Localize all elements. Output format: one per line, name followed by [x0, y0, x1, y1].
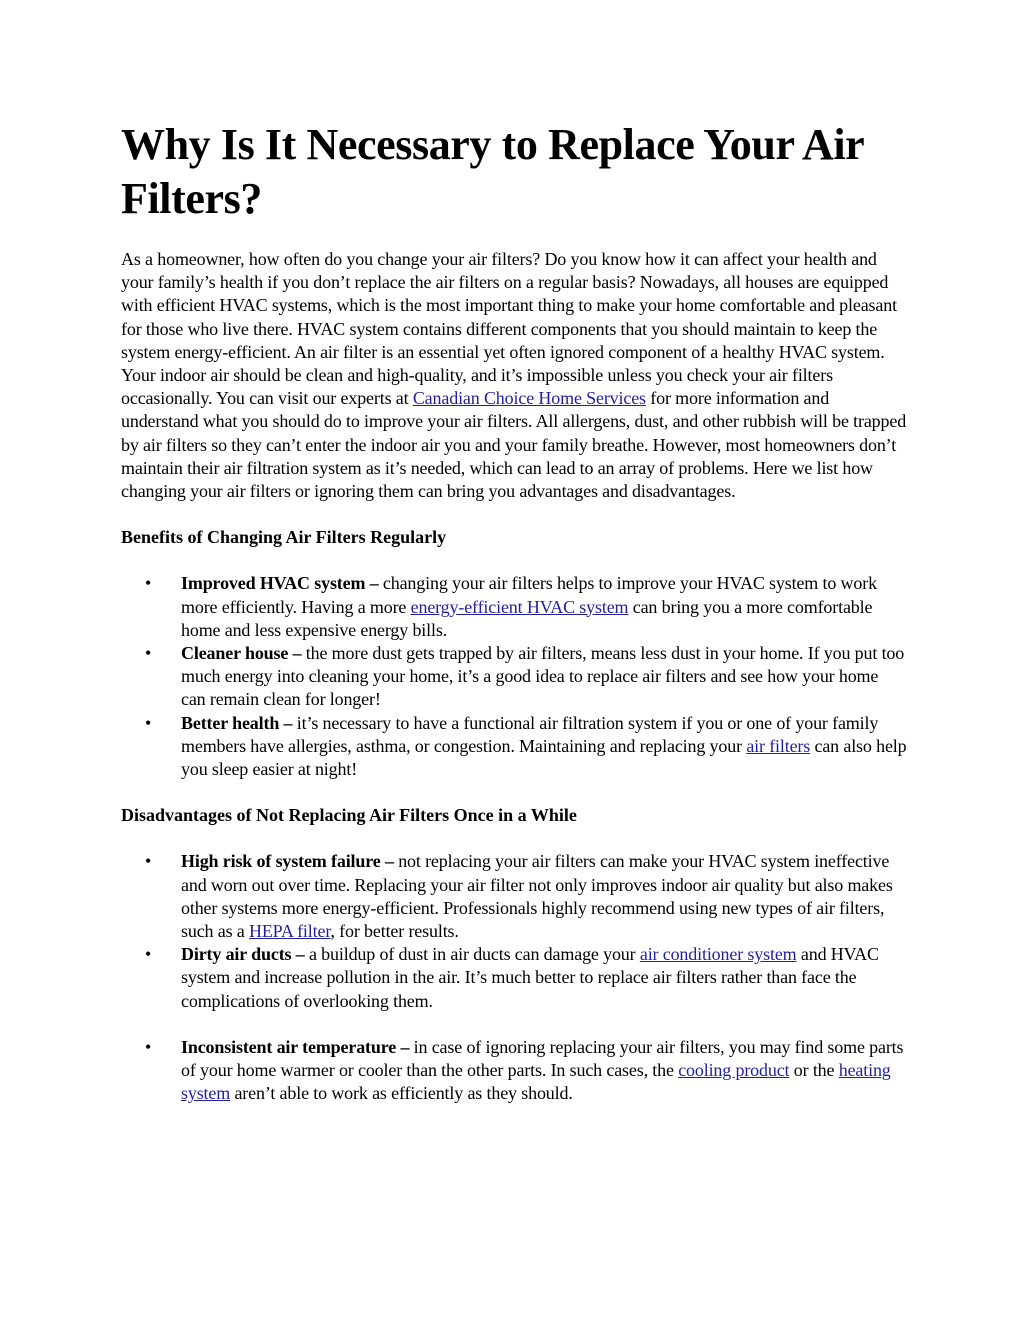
item-title: Inconsistent air temperature: [181, 1037, 397, 1058]
intro-text-start: As a homeowner, how often do you change your air filters? Do you know how it can affect your health and your family’s health if you don’t replace the air filters on a regular basis? Nowadays, all houses are equipped with efficient HVAC systems, which is the most important thing to make your home comfortable and pleasant for those who live there. HVAC system contains different components that you should maintain to keep the system energy-efficient. An air filter is an essential yet often ignored component of a healthy HVAC system. Your indoor air should be clean and high-quality, and it’s impossible unless you check your air filters occasionally. You can visit our experts at: [121, 249, 897, 409]
list-item: [121, 642, 907, 712]
item-dash: –: [288, 643, 306, 664]
disadvantages-heading: Disadvantages of Not Replacing Air Filters Once in a While: [121, 805, 577, 826]
item-text: it’s necessary to have a functional air filtration system if you or one of your family members have allergies, asthma, or congestion. Maintaining and replacing your: [181, 712, 879, 756]
item-text-end: aren’t able to work as efficiently as they should.: [230, 1083, 573, 1104]
list-item: [121, 1036, 907, 1106]
item-text: in case of ignoring replacing your air filters, you may find some parts of your home warmer or cooler than the other parts. In such cases, the: [181, 1037, 904, 1081]
list-item: [121, 572, 907, 642]
canadian-choice-link[interactable]: Canadian Choice Home Services: [412, 388, 646, 409]
item-text: the more dust gets trapped by air filters, means less dust in your home. If you put too much energy into cleaning your home, it’s a good idea to replace air filters and see how your home can remain clean for longer!: [181, 643, 905, 710]
cooling-product-link[interactable]: cooling product: [678, 1060, 790, 1081]
intro-paragraph: [121, 248, 907, 503]
document-page: [121, 118, 907, 1106]
item-title: Cleaner house: [181, 643, 289, 664]
item-text-middle: or the: [789, 1060, 839, 1081]
item-dash: –: [365, 573, 383, 594]
item-text-end: and HVAC system and increase pollution in the air. It’s much better to replace air filters rather than face the complications of overlooking them.: [181, 944, 879, 1011]
item-text-end: , for better results.: [330, 921, 459, 942]
heating-system-link[interactable]: heating system: [181, 1060, 891, 1104]
item-text-end: can also help you sleep easier at night!: [181, 735, 907, 780]
energy-efficient-hvac-link[interactable]: energy-efficient HVAC system: [410, 596, 629, 617]
bullet-icon: •: [145, 573, 152, 594]
hepa-filter-link[interactable]: HEPA filter: [248, 921, 331, 942]
bullet-icon: •: [145, 944, 152, 965]
air-filters-link[interactable]: air filters: [746, 735, 811, 756]
item-title: Better health: [181, 712, 280, 733]
benefits-list: [121, 572, 907, 781]
item-text-end: can bring you a more comfortable home and less expensive energy bills.: [181, 596, 873, 640]
disadvantages-list: [121, 850, 907, 1105]
item-text: not replacing your air filters can make your HVAC system ineffective and worn out over time. Replacing your air filter not only improves indoor air quality but also makes other systems more energy-efficient. Professionals highly recommend using new types of air filters, such as a: [181, 851, 893, 942]
item-title: Improved HVAC system: [181, 573, 366, 594]
item-dash: –: [279, 712, 297, 733]
list-item: [121, 943, 907, 1013]
bullet-icon: •: [145, 851, 152, 872]
air-conditioner-system-link[interactable]: air conditioner system: [639, 944, 797, 965]
item-text: changing your air filters helps to improve your HVAC system to work more efficiently. Having a more: [181, 573, 877, 617]
benefits-heading: Benefits of Changing Air Filters Regularly: [121, 527, 447, 548]
intro-text-end: for more information and understand what you should do to improve your air filters. All allergens, dust, and other rubbish will be trapped by air filters so they can’t enter the indoor air you and your family breathe. However, most homeowners don’t maintain their air filtration system as it’s needed, which can lead to an array of problems. Here we list how changing your air filters or ignoring them can bring you advantages and disadvantages.: [121, 388, 907, 502]
bullet-icon: •: [145, 1037, 152, 1058]
item-title: High risk of system failure: [181, 851, 381, 872]
bullet-icon: •: [145, 643, 152, 664]
item-dash: –: [291, 944, 309, 965]
bullet-icon: •: [145, 712, 152, 733]
item-text: a buildup of dust in air ducts can damage your: [308, 944, 640, 965]
list-item: [121, 712, 907, 782]
item-dash: –: [396, 1037, 414, 1058]
item-title: Dirty air ducts: [181, 944, 292, 965]
page-title: Why Is It Necessary to Replace Your Air Filters?: [121, 120, 864, 223]
list-item: [121, 850, 907, 943]
item-dash: –: [380, 851, 399, 872]
